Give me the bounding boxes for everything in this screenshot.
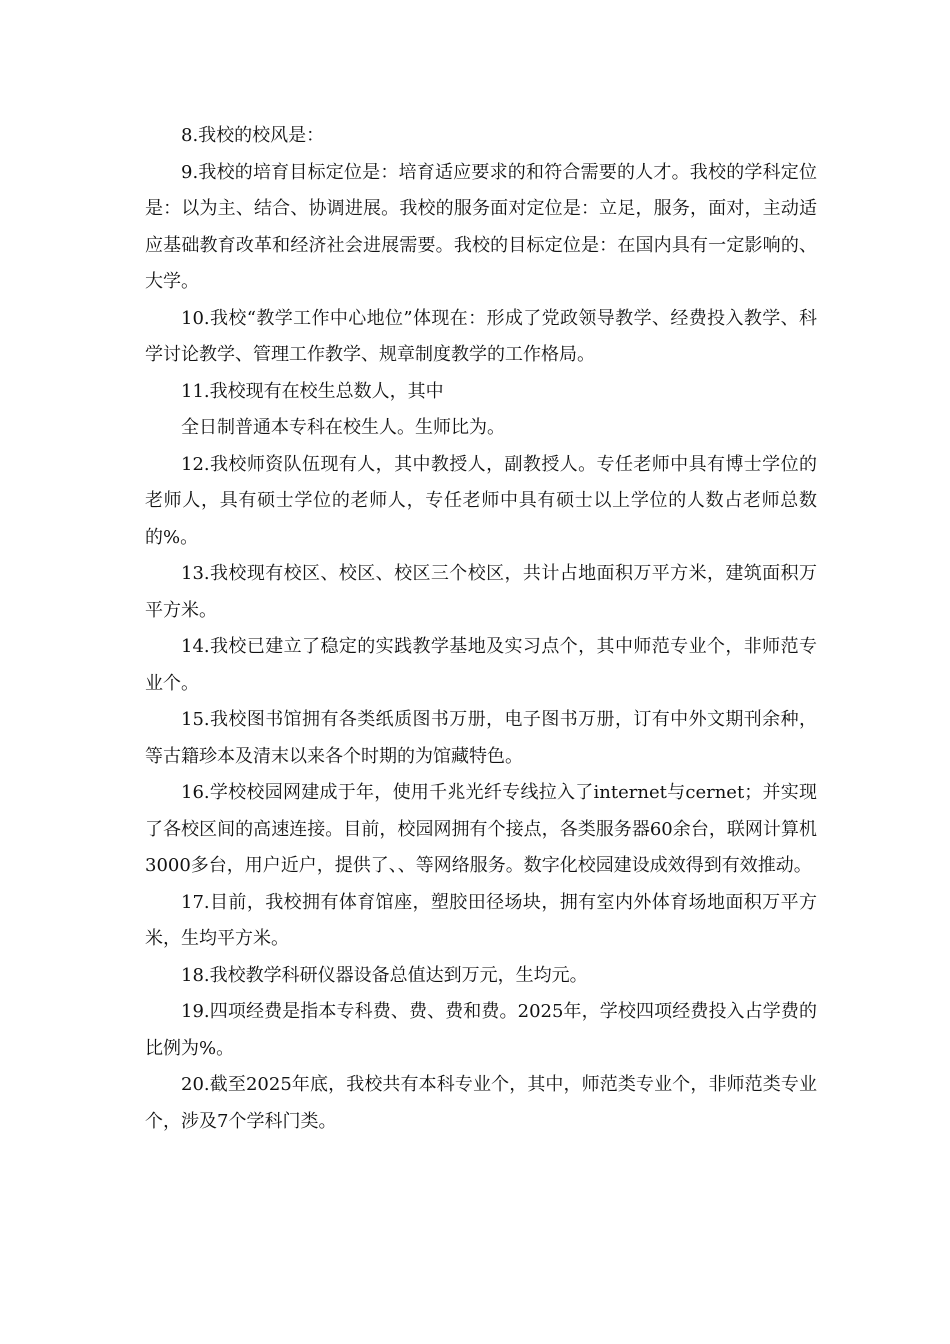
paragraph-item-16: 16.学校校园网建成于年，使用千兆光纤专线拉入了internet与cernet；并实现了各校区间的高速连接。目前，校园网拥有个接点，各类服务器60余台，联网计算机3000多台，用户近户，提供了、、等网络服务。数字化校园建设成效得到有效推动。 (145, 782, 817, 876)
paragraph-item-20: 20.截至2025年底，我校共有本科专业个，其中，师范类专业个，非师范类专业个，涉及7个学科门类。 (145, 1074, 817, 1132)
document-page (145, 118, 817, 1140)
paragraph-item-11: 11.我校现有在校生总数人，其中 (181, 380, 444, 402)
paragraph-item-10: 10.我校“教学工作中心地位”体现在：形成了党政领导教学、经费投入教学、科学讨论教学、管理工作教学、规章制度教学的工作格局。 (145, 307, 817, 365)
paragraph-item-17: 17.目前，我校拥有体育馆座，塑胶田径场块，拥有室内外体育场地面积万平方米，生均平方米。 (145, 891, 817, 949)
paragraph-item-19: 19.四项经费是指本专科费、费、费和费。2025年，学校四项经费投入占学费的比例为%。 (145, 1001, 817, 1059)
paragraph-item-8: 8.我校的校风是： (181, 125, 325, 146)
paragraph-item-13: 13.我校现有校区、校区、校区三个校区，共计占地面积万平方米，建筑面积万平方米。 (145, 563, 817, 621)
paragraph-item-15: 15.我校图书馆拥有各类纸质图书万册，电子图书万册，订有中外文期刊余种，等古籍珍本及清末以来各个时期的为馆藏特色。 (145, 709, 817, 767)
paragraph-item-9: 9.我校的培育目标定位是：培育适应要求的和符合需要的人才。我校的学科定位是：以为主、结合、协调进展。我校的服务面对定位是：立足，服务，面对，主动适应基础教育改革和经济社会进展需要。我校的目标定位是：在国内具有一定影响的、大学。 (145, 161, 817, 292)
paragraph-item-11-continued: 全日制普通本专科在校生人。生师比为。 (181, 417, 505, 438)
paragraph-item-12: 12.我校师资队伍现有人，其中教授人，副教授人。专任老师中具有博士学位的老师人，具有硕士学位的老师人，专任老师中具有硕士以上学位的人数占老师总数的%。 (145, 453, 817, 548)
paragraph-item-18: 18.我校教学科研仪器设备总值达到万元，生均元。 (181, 964, 588, 986)
paragraph-item-14: 14.我校已建立了稳定的实践教学基地及实习点个，其中师范专业个，非师范专业个。 (145, 636, 817, 694)
